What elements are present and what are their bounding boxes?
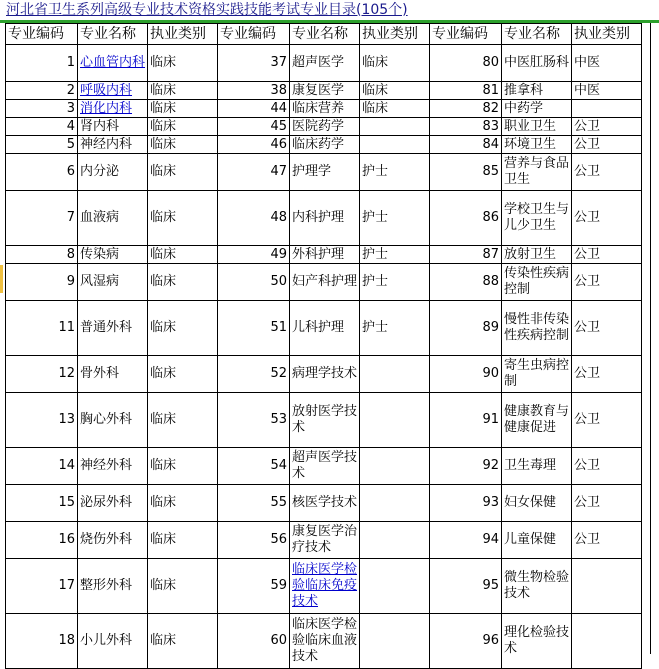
specialty-code-cell[interactable]: 59 [218, 559, 290, 614]
specialty-name-cell[interactable]: 康复医学 [290, 82, 360, 100]
column-header[interactable]: 执业类别 [360, 24, 430, 45]
specialty-code-cell[interactable]: 89 [430, 301, 502, 356]
specialty-name-cell[interactable] [290, 559, 360, 614]
table-row [6, 136, 642, 154]
specialty-code-cell[interactable]: 6 [6, 154, 78, 191]
specialty-code-cell[interactable]: 83 [430, 118, 502, 136]
specialty-name-cell[interactable]: 放射卫生 [502, 246, 572, 264]
practice-category-cell[interactable]: 临床 [148, 246, 218, 264]
specialty-code-cell[interactable]: 50 [218, 264, 290, 301]
page-title: 河北省卫生系列高级专业技术资格实践技能考试专业目录(105个) [6, 2, 408, 18]
specialty-name-cell[interactable]: 康复医学治疗技术 [290, 522, 360, 559]
specialty-name-cell[interactable]: 临床医学检验临床血液技术 [290, 614, 360, 669]
practice-category-cell[interactable]: 护士 [360, 264, 430, 301]
specialty-name-cell[interactable]: 传染性疾病控制 [502, 264, 572, 301]
specialty-name-cell[interactable]: 神经内科 [78, 136, 148, 154]
specialty-name-cell[interactable]: 妇女保健 [502, 485, 572, 522]
practice-category-cell[interactable]: 临床 [148, 45, 218, 82]
specialty-name-cell[interactable]: 健康教育与健康促进 [502, 393, 572, 448]
specialty-name-cell[interactable]: 胸心外科 [78, 393, 148, 448]
specialty-code-cell[interactable]: 5 [6, 136, 78, 154]
table-row [6, 522, 642, 559]
specialty-name-cell[interactable]: 放射医学技术 [290, 393, 360, 448]
table-row [6, 118, 642, 136]
specialty-name-cell[interactable]: 职业卫生 [502, 118, 572, 136]
sheet-edge [650, 23, 651, 654]
practice-category-cell[interactable] [360, 614, 430, 669]
specialty-name-cell[interactable]: 临床药学 [290, 136, 360, 154]
practice-category-cell[interactable] [360, 136, 430, 154]
table-row [6, 301, 642, 356]
specialty-code-cell[interactable]: 12 [6, 356, 78, 393]
specialty-name-cell[interactable]: 整形外科 [78, 559, 148, 614]
practice-category-cell[interactable]: 公卫 [572, 136, 642, 154]
specialty-code-cell[interactable]: 80 [430, 45, 502, 82]
specialty-code-cell[interactable]: 86 [430, 191, 502, 246]
header-row [6, 24, 642, 45]
specialty-code-cell[interactable]: 8 [6, 246, 78, 264]
specialty-code-cell[interactable]: 48 [218, 191, 290, 246]
specialty-name-cell[interactable]: 血液病 [78, 191, 148, 246]
practice-category-cell[interactable]: 公卫 [572, 264, 642, 301]
practice-category-cell[interactable]: 护士 [360, 301, 430, 356]
practice-category-cell[interactable]: 临床 [360, 100, 430, 118]
specialty-name-cell[interactable]: 中医肛肠科 [502, 45, 572, 82]
table-body [6, 45, 642, 669]
row-marker [0, 265, 3, 293]
practice-category-cell[interactable] [360, 118, 430, 136]
specialty-name-link[interactable]: 消化内科 [80, 100, 133, 116]
specialty-name-cell[interactable]: 理化检验技术 [502, 614, 572, 669]
specialty-code-cell[interactable]: 51 [218, 301, 290, 356]
specialty-code-cell[interactable]: 1 [6, 45, 78, 82]
specialty-name-cell[interactable] [78, 100, 148, 118]
specialty-name-cell[interactable]: 超声医学技术 [290, 448, 360, 485]
practice-category-cell[interactable]: 临床 [148, 191, 218, 246]
practice-category-cell[interactable]: 公卫 [572, 246, 642, 264]
practice-category-cell[interactable]: 临床 [148, 485, 218, 522]
specialty-name-cell[interactable]: 儿童保健 [502, 522, 572, 559]
table-row [6, 559, 642, 614]
specialty-name-link[interactable]: 呼吸内科 [80, 82, 133, 98]
practice-category-cell[interactable] [360, 559, 430, 614]
table-row [6, 45, 642, 82]
table-row [6, 264, 642, 301]
specialty-name-cell[interactable]: 核医学技术 [290, 485, 360, 522]
specialty-code-cell[interactable]: 55 [218, 485, 290, 522]
specialty-code-cell[interactable]: 94 [430, 522, 502, 559]
table-row [6, 356, 642, 393]
specialty-code-cell[interactable]: 7 [6, 191, 78, 246]
specialty-code-cell[interactable]: 53 [218, 393, 290, 448]
practice-category-cell[interactable]: 公卫 [572, 154, 642, 191]
column-header[interactable]: 专业名称 [78, 24, 148, 45]
specialty-name-cell[interactable]: 医院药学 [290, 118, 360, 136]
practice-category-cell[interactable]: 临床 [148, 82, 218, 100]
practice-category-cell[interactable]: 公卫 [572, 448, 642, 485]
specialty-code-cell[interactable]: 87 [430, 246, 502, 264]
specialty-code-cell[interactable]: 91 [430, 393, 502, 448]
specialty-name-cell[interactable]: 学校卫生与儿少卫生 [502, 191, 572, 246]
practice-category-cell[interactable] [360, 448, 430, 485]
specialty-name-cell[interactable]: 风湿病 [78, 264, 148, 301]
specialty-name-cell[interactable]: 护理学 [290, 154, 360, 191]
specialty-name-cell[interactable]: 神经外科 [78, 448, 148, 485]
practice-category-cell[interactable]: 临床 [148, 154, 218, 191]
specialty-code-cell[interactable]: 3 [6, 100, 78, 118]
specialty-name-cell[interactable]: 烧伤外科 [78, 522, 148, 559]
specialty-table [5, 23, 642, 669]
specialty-name-cell[interactable]: 内科护理 [290, 191, 360, 246]
practice-category-cell[interactable]: 护士 [360, 154, 430, 191]
practice-category-cell[interactable]: 临床 [148, 522, 218, 559]
specialty-name-cell[interactable]: 病理学技术 [290, 356, 360, 393]
specialty-name-cell[interactable]: 肾内科 [78, 118, 148, 136]
column-header[interactable]: 执业类别 [572, 24, 642, 45]
specialty-code-cell[interactable]: 4 [6, 118, 78, 136]
table-row [6, 191, 642, 246]
specialty-name-cell[interactable]: 慢性非传染性疾病控制 [502, 301, 572, 356]
practice-category-cell[interactable]: 临床 [148, 448, 218, 485]
specialty-code-cell[interactable]: 49 [218, 246, 290, 264]
specialty-name-cell[interactable]: 骨外科 [78, 356, 148, 393]
specialty-code-cell[interactable]: 82 [430, 100, 502, 118]
specialty-name-cell[interactable]: 临床营养 [290, 100, 360, 118]
column-header[interactable]: 专业名称 [290, 24, 360, 45]
practice-category-cell[interactable]: 临床 [148, 301, 218, 356]
specialty-code-cell[interactable]: 90 [430, 356, 502, 393]
column-header[interactable]: 专业名称 [502, 24, 572, 45]
specialty-code-cell[interactable]: 44 [218, 100, 290, 118]
specialty-code-cell[interactable]: 56 [218, 522, 290, 559]
specialty-name-cell[interactable]: 卫生毒理 [502, 448, 572, 485]
specialty-name-cell[interactable]: 营养与食品卫生 [502, 154, 572, 191]
practice-category-cell[interactable]: 临床 [148, 136, 218, 154]
practice-category-cell[interactable]: 公卫 [572, 393, 642, 448]
practice-category-cell[interactable] [572, 100, 642, 118]
specialty-code-cell[interactable]: 17 [6, 559, 78, 614]
specialty-code-cell[interactable]: 14 [6, 448, 78, 485]
specialty-code-cell[interactable]: 11 [6, 301, 78, 356]
specialty-code-cell[interactable]: 2 [6, 82, 78, 100]
practice-category-cell[interactable] [360, 356, 430, 393]
practice-category-cell[interactable]: 公卫 [572, 485, 642, 522]
column-header[interactable]: 专业编码 [430, 24, 502, 45]
specialty-name-cell[interactable]: 小儿外科 [78, 614, 148, 669]
practice-category-cell[interactable] [360, 522, 430, 559]
practice-category-cell[interactable]: 中医 [572, 45, 642, 82]
table-row [6, 614, 642, 669]
practice-category-cell[interactable]: 公卫 [572, 356, 642, 393]
specialty-name-cell[interactable]: 儿科护理 [290, 301, 360, 356]
practice-category-cell[interactable]: 公卫 [572, 301, 642, 356]
specialty-code-cell[interactable]: 96 [430, 614, 502, 669]
specialty-code-cell[interactable]: 84 [430, 136, 502, 154]
specialty-code-cell[interactable]: 92 [430, 448, 502, 485]
specialty-name-cell[interactable]: 外科护理 [290, 246, 360, 264]
specialty-code-cell[interactable]: 93 [430, 485, 502, 522]
column-header[interactable]: 专业编码 [218, 24, 290, 45]
specialty-code-cell[interactable]: 52 [218, 356, 290, 393]
specialty-name-cell[interactable]: 妇产科护理 [290, 264, 360, 301]
column-header[interactable]: 执业类别 [148, 24, 218, 45]
specialty-name-cell[interactable]: 推拿科 [502, 82, 572, 100]
practice-category-cell[interactable] [572, 614, 642, 669]
practice-category-cell[interactable]: 临床 [148, 118, 218, 136]
specialty-name-cell[interactable]: 传染病 [78, 246, 148, 264]
specialty-code-cell[interactable]: 88 [430, 264, 502, 301]
table-row [6, 82, 642, 100]
table-row [6, 393, 642, 448]
practice-category-cell[interactable]: 临床 [148, 393, 218, 448]
specialty-name-link[interactable]: 临床医学检验临床免疫技术 [292, 562, 358, 609]
specialty-code-cell[interactable]: 38 [218, 82, 290, 100]
specialty-name-cell[interactable]: 寄生虫病控制 [502, 356, 572, 393]
table-row [6, 485, 642, 522]
table-row [6, 246, 642, 264]
specialty-code-cell[interactable]: 81 [430, 82, 502, 100]
specialty-code-cell[interactable]: 16 [6, 522, 78, 559]
practice-category-cell[interactable]: 临床 [148, 614, 218, 669]
specialty-code-cell[interactable]: 54 [218, 448, 290, 485]
practice-category-cell[interactable]: 临床 [148, 559, 218, 614]
specialty-name-cell[interactable]: 环境卫生 [502, 136, 572, 154]
practice-category-cell[interactable]: 公卫 [572, 522, 642, 559]
specialty-name-cell[interactable]: 超声医学 [290, 45, 360, 82]
specialty-code-cell[interactable]: 95 [430, 559, 502, 614]
practice-category-cell[interactable]: 临床 [148, 264, 218, 301]
table-row [6, 154, 642, 191]
specialty-code-cell[interactable]: 37 [218, 45, 290, 82]
specialty-code-cell[interactable]: 18 [6, 614, 78, 669]
column-header[interactable]: 专业编码 [6, 24, 78, 45]
specialty-code-cell[interactable]: 46 [218, 136, 290, 154]
specialty-code-cell[interactable]: 60 [218, 614, 290, 669]
table-row [6, 100, 642, 118]
specialty-code-cell[interactable]: 45 [218, 118, 290, 136]
specialty-name-cell[interactable]: 泌尿外科 [78, 485, 148, 522]
specialty-code-cell[interactable]: 13 [6, 393, 78, 448]
practice-category-cell[interactable]: 中医 [572, 82, 642, 100]
specialty-name-cell[interactable]: 内分泌 [78, 154, 148, 191]
specialty-name-cell[interactable] [78, 82, 148, 100]
table-row [6, 448, 642, 485]
practice-category-cell[interactable]: 临床 [360, 82, 430, 100]
practice-category-cell[interactable]: 护士 [360, 191, 430, 246]
practice-category-cell[interactable] [360, 393, 430, 448]
practice-category-cell[interactable]: 临床 [148, 100, 218, 118]
specialty-name-cell[interactable]: 中药学 [502, 100, 572, 118]
practice-category-cell[interactable]: 护士 [360, 246, 430, 264]
practice-category-cell[interactable]: 公卫 [572, 191, 642, 246]
specialty-code-cell[interactable]: 85 [430, 154, 502, 191]
specialty-name-link[interactable]: 心血管内科 [80, 55, 146, 70]
practice-category-cell[interactable] [572, 559, 642, 614]
specialty-code-cell[interactable]: 9 [6, 264, 78, 301]
specialty-name-cell[interactable]: 普通外科 [78, 301, 148, 356]
practice-category-cell[interactable]: 临床 [360, 45, 430, 82]
practice-category-cell[interactable]: 临床 [148, 356, 218, 393]
specialty-name-cell[interactable] [78, 45, 148, 82]
specialty-name-cell[interactable]: 微生物检验技术 [502, 559, 572, 614]
practice-category-cell[interactable]: 公卫 [572, 118, 642, 136]
specialty-code-cell[interactable]: 15 [6, 485, 78, 522]
practice-category-cell[interactable] [360, 485, 430, 522]
specialty-code-cell[interactable]: 47 [218, 154, 290, 191]
